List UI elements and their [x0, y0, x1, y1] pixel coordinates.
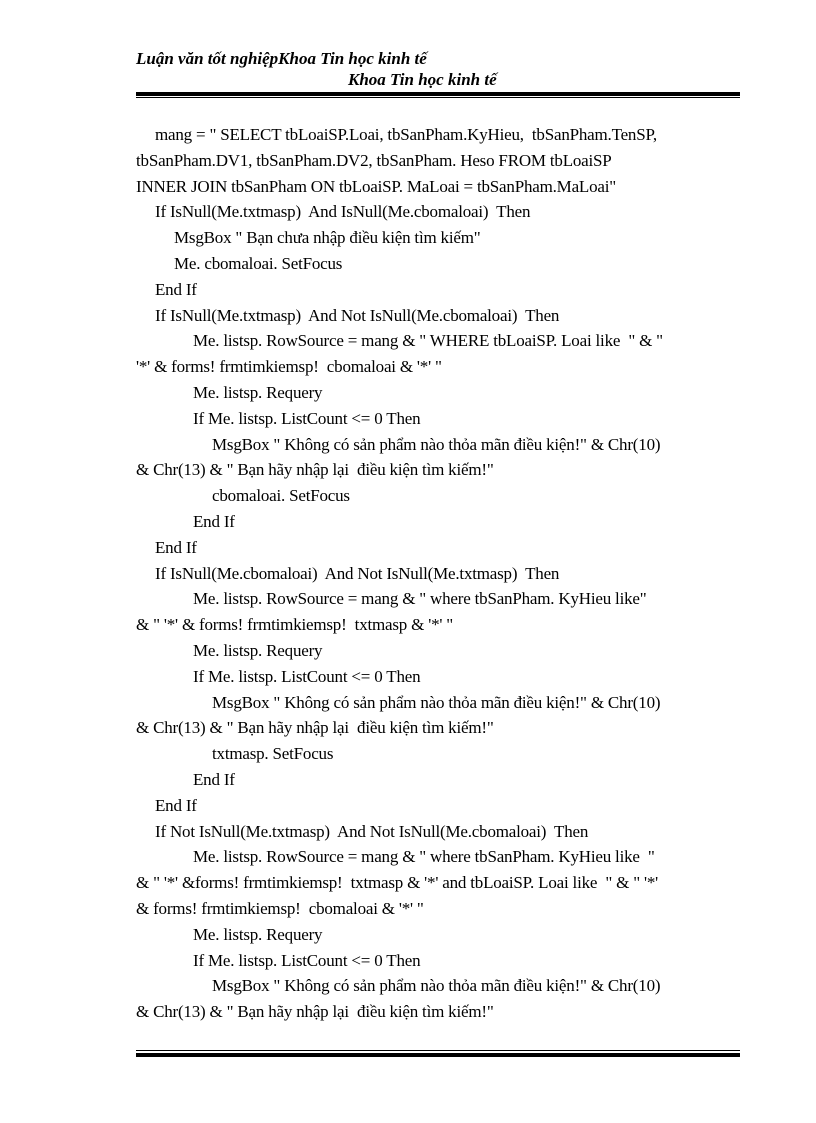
code-line: & Chr(13) & " Bạn hãy nhập lại điều kiện tìm kiếm!"	[136, 1002, 494, 1022]
code-line: End If	[155, 795, 197, 815]
code-line: MsgBox " Không có sản phẩm nào thỏa mãn điều kiện!" & Chr(10)	[212, 434, 661, 454]
code-line: & " '*' &forms! frmtimkiemsp! txtmasp & '*' and tbLoaiSP. Loai like " & " '*'	[136, 873, 659, 893]
code-line: cbomaloai. SetFocus	[212, 486, 350, 506]
code-line: Me. listsp. RowSource = mang & " where tbSanPham. KyHieu like"	[193, 589, 647, 609]
header-rule	[136, 92, 740, 98]
code-line: If IsNull(Me.txtmasp) And Not IsNull(Me.cbomaloai) Then	[155, 305, 560, 325]
code-line: End If	[193, 511, 235, 531]
code-line: & Chr(13) & " Bạn hãy nhập lại điều kiện tìm kiếm!"	[136, 718, 494, 738]
code-line: End If	[193, 769, 235, 789]
code-line: mang = " SELECT tbLoaiSP.Loai, tbSanPham.KyHieu, tbSanPham.TenSP,	[155, 125, 657, 144]
header-title-line1: Luận văn tốt nghiệpKhoa Tin học kinh tế	[136, 49, 427, 68]
code-line: & Chr(13) & " Bạn hãy nhập lại điều kiện tìm kiếm!"	[136, 460, 494, 480]
code-line: tbSanPham.DV1, tbSanPham.DV2, tbSanPham. Heso FROM tbLoaiSP	[136, 150, 612, 170]
code-line: & forms! frmtimkiemsp! cbomaloai & '*' "	[136, 898, 424, 918]
footer-rule	[136, 1050, 740, 1057]
code-line: Me. listsp. Requery	[193, 640, 323, 660]
code-line: If IsNull(Me.cbomaloai) And Not IsNull(Me.txtmasp) Then	[155, 563, 560, 583]
code-line: Me. cbomaloai. SetFocus	[174, 253, 343, 273]
code-line: If Not IsNull(Me.txtmasp) And Not IsNull(Me.cbomaloai) Then	[155, 821, 589, 841]
code-line: If IsNull(Me.txtmasp) And IsNull(Me.cbomaloai) Then	[155, 202, 531, 222]
page-header	[136, 48, 740, 90]
code-line: If Me. listsp. ListCount <= 0 Then	[193, 666, 421, 686]
code-line: Me. listsp. Requery	[193, 924, 323, 944]
code-line: '*' & forms! frmtimkiemsp! cbomaloai & '*' "	[136, 357, 442, 377]
code-line: End If	[155, 279, 197, 299]
code-line: End If	[155, 537, 197, 557]
code-line: If Me. listsp. ListCount <= 0 Then	[193, 950, 421, 970]
code-line: If Me. listsp. ListCount <= 0 Then	[193, 408, 421, 428]
code-line: MsgBox " Bạn chưa nhập điều kiện tìm kiếm"	[174, 228, 481, 248]
code-line: Me. listsp. RowSource = mang & " where tbSanPham. KyHieu like "	[193, 847, 655, 867]
header-title-line2: Khoa Tin học kinh tế	[348, 70, 497, 89]
code-line: Me. listsp. Requery	[193, 382, 323, 402]
code-line: Me. listsp. RowSource = mang & " WHERE tbLoaiSP. Loai like " & "	[193, 331, 663, 351]
code-block	[136, 122, 740, 1025]
code-line: MsgBox " Không có sản phẩm nào thỏa mãn điều kiện!" & Chr(10)	[212, 976, 661, 996]
code-line: & " '*' & forms! frmtimkiemsp! txtmasp & '*' "	[136, 615, 454, 635]
code-line: txtmasp. SetFocus	[212, 744, 334, 764]
code-line: MsgBox " Không có sản phẩm nào thỏa mãn điều kiện!" & Chr(10)	[212, 692, 661, 712]
code-line: INNER JOIN tbSanPham ON tbLoaiSP. MaLoai = tbSanPham.MaLoai"	[136, 176, 617, 196]
